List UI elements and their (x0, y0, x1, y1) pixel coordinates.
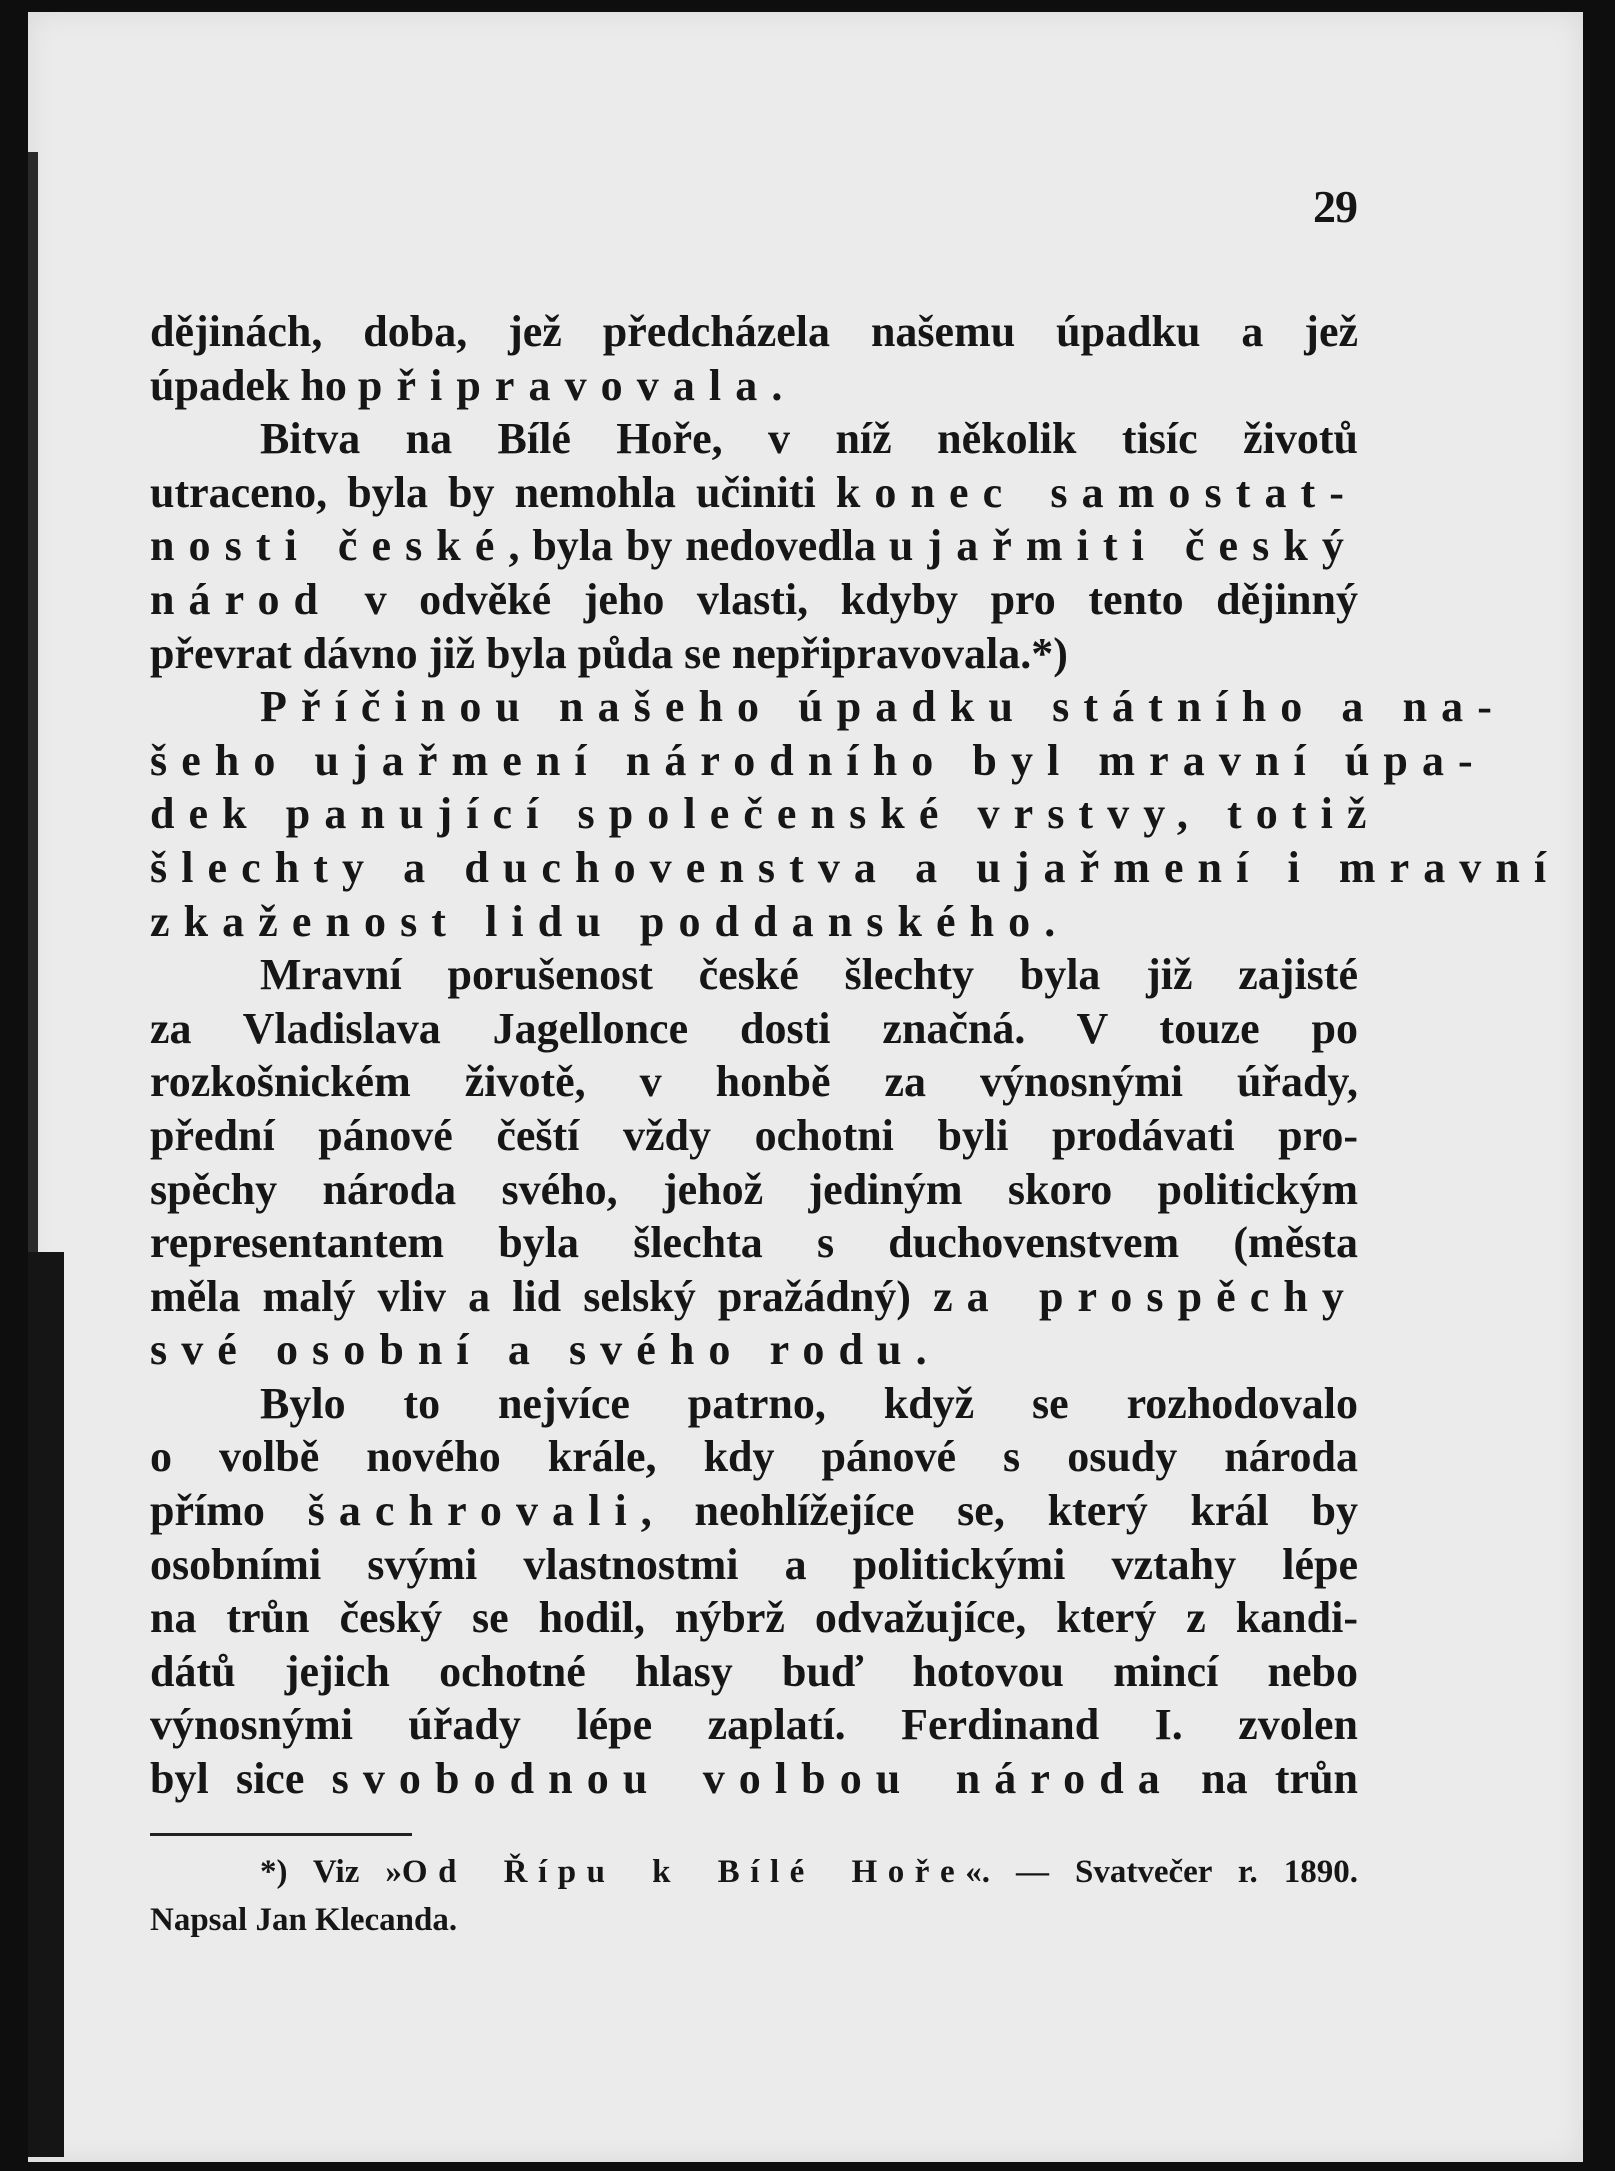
text-run: osobními svými vlastnostmi a politickými vztahy lépe (150, 1539, 1358, 1589)
text-run: spěchy národa svého, jehož jediným skoro politickým (150, 1164, 1358, 1214)
text-line (150, 1484, 1358, 1538)
text-line (150, 1591, 1358, 1645)
spaced-emphasis-text: za prospěchy (933, 1271, 1358, 1321)
text-run: přední pánové čeští vždy ochotni byli prodávati pro- (150, 1110, 1358, 1160)
text-line (150, 1752, 1358, 1806)
text-run: . (1044, 896, 1056, 946)
binding-edge-mark (0, 0, 28, 2171)
text-run: přímo (150, 1486, 308, 1536)
text-line (150, 787, 1381, 841)
footnote-marker: *) (260, 1854, 288, 1890)
spaced-emphasis-text: připravovala (357, 360, 772, 410)
binding-shadow-mark-lower (28, 1252, 64, 2157)
text-line (150, 1216, 1358, 1270)
footnote-line-1 (150, 1848, 1358, 1896)
text-line (150, 519, 1358, 573)
spaced-emphasis-text: nosti české (150, 521, 509, 571)
text-line (150, 412, 1358, 466)
text-run: representantem byla šlechta s duchovenstvem (města (150, 1218, 1358, 1268)
text-run: byl sice (150, 1754, 332, 1804)
text-line (150, 1270, 1358, 1324)
spaced-emphasis-text: šachrovali (307, 1486, 641, 1536)
footnote-text-post: «. — Svatvečer r. 1890. (965, 1854, 1359, 1890)
footnote-cited-title: Od Řípu k Bílé Hoře (401, 1854, 966, 1890)
text-line (150, 841, 1561, 895)
page-number: 29 (1313, 181, 1357, 232)
spaced-emphasis-text: šeho ujařmení národního byl mravní úpa- (150, 735, 1487, 785)
text-line (150, 305, 1358, 359)
text-line (150, 1430, 1358, 1484)
text-run: na trůn český se hodil, nýbrž odvažujíce, který z kandi- (150, 1593, 1358, 1643)
text-run: . (771, 360, 783, 410)
text-run: na trůn (1173, 1754, 1359, 1804)
spaced-emphasis-text: národ (150, 574, 333, 624)
spaced-emphasis-text: Příčinou našeho úpadku státního a na- (260, 682, 1506, 732)
text-run: Bylo to nejvíce patrno, když se rozhodovalo (260, 1378, 1358, 1428)
text-run: utraceno, byla by nemohla učiniti (150, 467, 836, 517)
text-line (150, 1645, 1358, 1699)
text-run: , byla by nedovedla (508, 521, 889, 571)
text-run: převrat dávno již byla půda se nepřipravovala.*) (150, 628, 1068, 678)
text-run: dějinách, doba, jež předcházela našemu úpadku a jež (150, 307, 1358, 356)
text-run: výnosnými úřady lépe zaplatí. Ferdinand I. zvolen (150, 1700, 1358, 1750)
text-run: o volbě nového krále, kdy pánové s osudy národa (150, 1432, 1358, 1482)
text-line (150, 734, 1487, 788)
text-line (150, 1163, 1358, 1217)
footnote-line-2: Napsal Jan Klecanda. (150, 1902, 458, 1938)
text-line (150, 895, 1358, 949)
text-line (150, 466, 1358, 520)
text-run: úpadek ho (150, 360, 358, 410)
footnote-separator (150, 1833, 412, 1836)
spaced-emphasis-text: svobodnou volbou národa (331, 1754, 1174, 1804)
spaced-emphasis-text: šlechty a duchovenstva a ujařmení i mravní (150, 842, 1561, 892)
text-run: měla malý vliv a lid selský pražádný) (150, 1271, 934, 1321)
text-run: Bitva na Bílé Hoře, v níž několik tisíc životů (260, 414, 1358, 464)
text-line (150, 1538, 1358, 1592)
text-run: za Vladislava Jagellonce dosti značná. V touze po (150, 1003, 1358, 1053)
text-run: , neohlížejíce se, který král by (640, 1486, 1358, 1536)
spaced-emphasis-text: zkaženost lidu poddanského (150, 896, 1045, 946)
text-line (150, 948, 1358, 1002)
text-run: v odvěké jeho vlasti, kdyby pro tento dějinný (332, 574, 1358, 624)
text-run: . (915, 1325, 927, 1375)
text-line (150, 1002, 1358, 1056)
spaced-emphasis-text: dek panující společenské vrstvy, totiž (150, 789, 1381, 839)
text-line (150, 359, 1358, 413)
spaced-emphasis-text: konec samostat- (835, 467, 1358, 517)
footnote (150, 1848, 1358, 1944)
body-text (150, 305, 1561, 1806)
text-line (150, 1323, 1358, 1377)
text-run: rozkošnickém životě, v honbě za výnosnými úřady, (150, 1057, 1358, 1107)
text-run: dátů jejich ochotné hlasy buď hotovou mincí nebo (150, 1646, 1358, 1696)
text-line (150, 627, 1358, 681)
text-run: Mravní porušenost české šlechty byla již zajisté (260, 950, 1358, 1000)
spaced-emphasis-text: ujařmiti český (888, 521, 1358, 571)
text-line (150, 1055, 1358, 1109)
binding-shadow-mark (28, 152, 38, 1352)
text-line (150, 1377, 1358, 1431)
footnote-text-pre: Viz » (287, 1854, 402, 1890)
spaced-emphasis-text: své osobní a svého rodu (150, 1325, 916, 1375)
text-line (150, 1698, 1358, 1752)
text-line (150, 680, 1506, 734)
text-line (150, 1109, 1358, 1163)
text-line (150, 573, 1358, 627)
